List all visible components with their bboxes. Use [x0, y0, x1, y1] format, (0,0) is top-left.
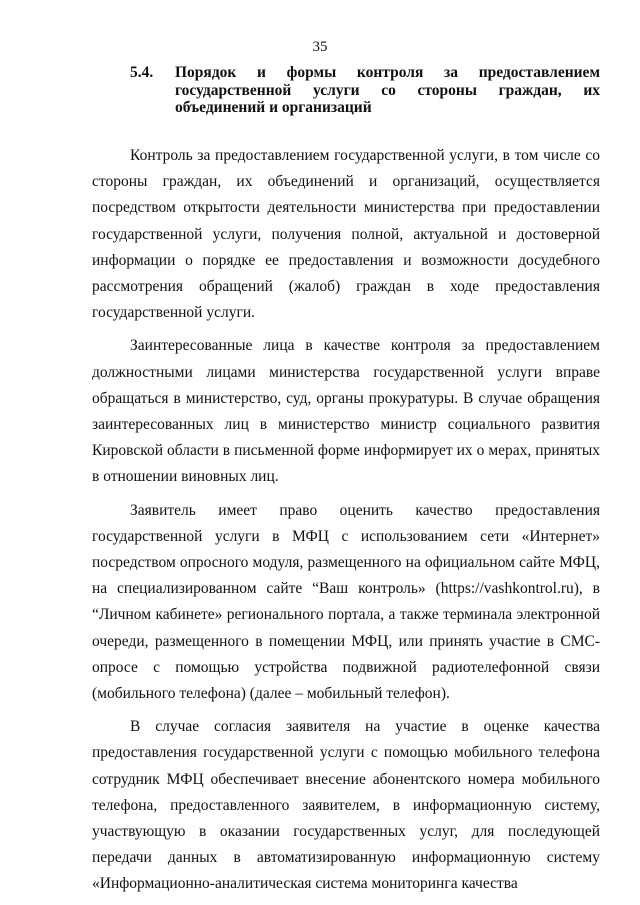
section-number: 5.4. [130, 64, 154, 81]
paragraph-2: Заинтересованные лица в качестве контроля за предоставлением должностными лицами министерства государственной услуги вправе обращаться в министерство, суд, органы прокуратуры. В случае обращения заинтересованных лиц в министерство министр социального развития Кировской области в письменной форме информирует их о мерах, принятых в отношении виновных лиц. [92, 337, 600, 486]
body-text [92, 143, 600, 905]
paragraph-3: Заявитель имеет право оценить качество предоставления государственной услуги в МФЦ с использованием сети «Интернет» посредством опросного модуля, размещенного на официальном сайте МФЦ, на специализированном сайте “Ваш контроль» (https://vashkontrol.ru), в “Личном кабинете» регионального портала, а также терминала электронной очереди, размещенного в помещении МФЦ, или принять участие в СМС-опросе с помощью устройства подвижной радиотелефонной связи (мобильного телефона) (далее – мобильный телефон). [92, 501, 600, 703]
paragraph-1: Контроль за предоставлением государственной услуги, в том числе со стороны граждан, их объединений и организаций, осуществляется посредством открытости деятельности министерства при предоставлении государственной услуги, получения полной, актуальной и достоверной информации о порядке ее предоставления и возможности досудебного рассмотрения обращений (жалоб) граждан в ходе предоставления государственной услуги. [92, 147, 600, 322]
paragraph-4: В случае согласия заявителя на участие в оценке качества предоставления государственной услуги с помощью мобильного телефона сотрудник МФЦ обеспечивает внесение абонентского номера мобильного телефона, предоставленного заявителем, в информационную систему, участвующую в оказании государственных услуг, для последующей передачи данных в автоматизированную информационную систему «Информационно-аналитическая система мониторинга качества [92, 718, 600, 893]
page-number: 35 [312, 39, 328, 55]
section-title: Порядок и формы контроля за предоставлением государственной услуги со стороны граждан, их объединений и организаций [175, 64, 600, 116]
